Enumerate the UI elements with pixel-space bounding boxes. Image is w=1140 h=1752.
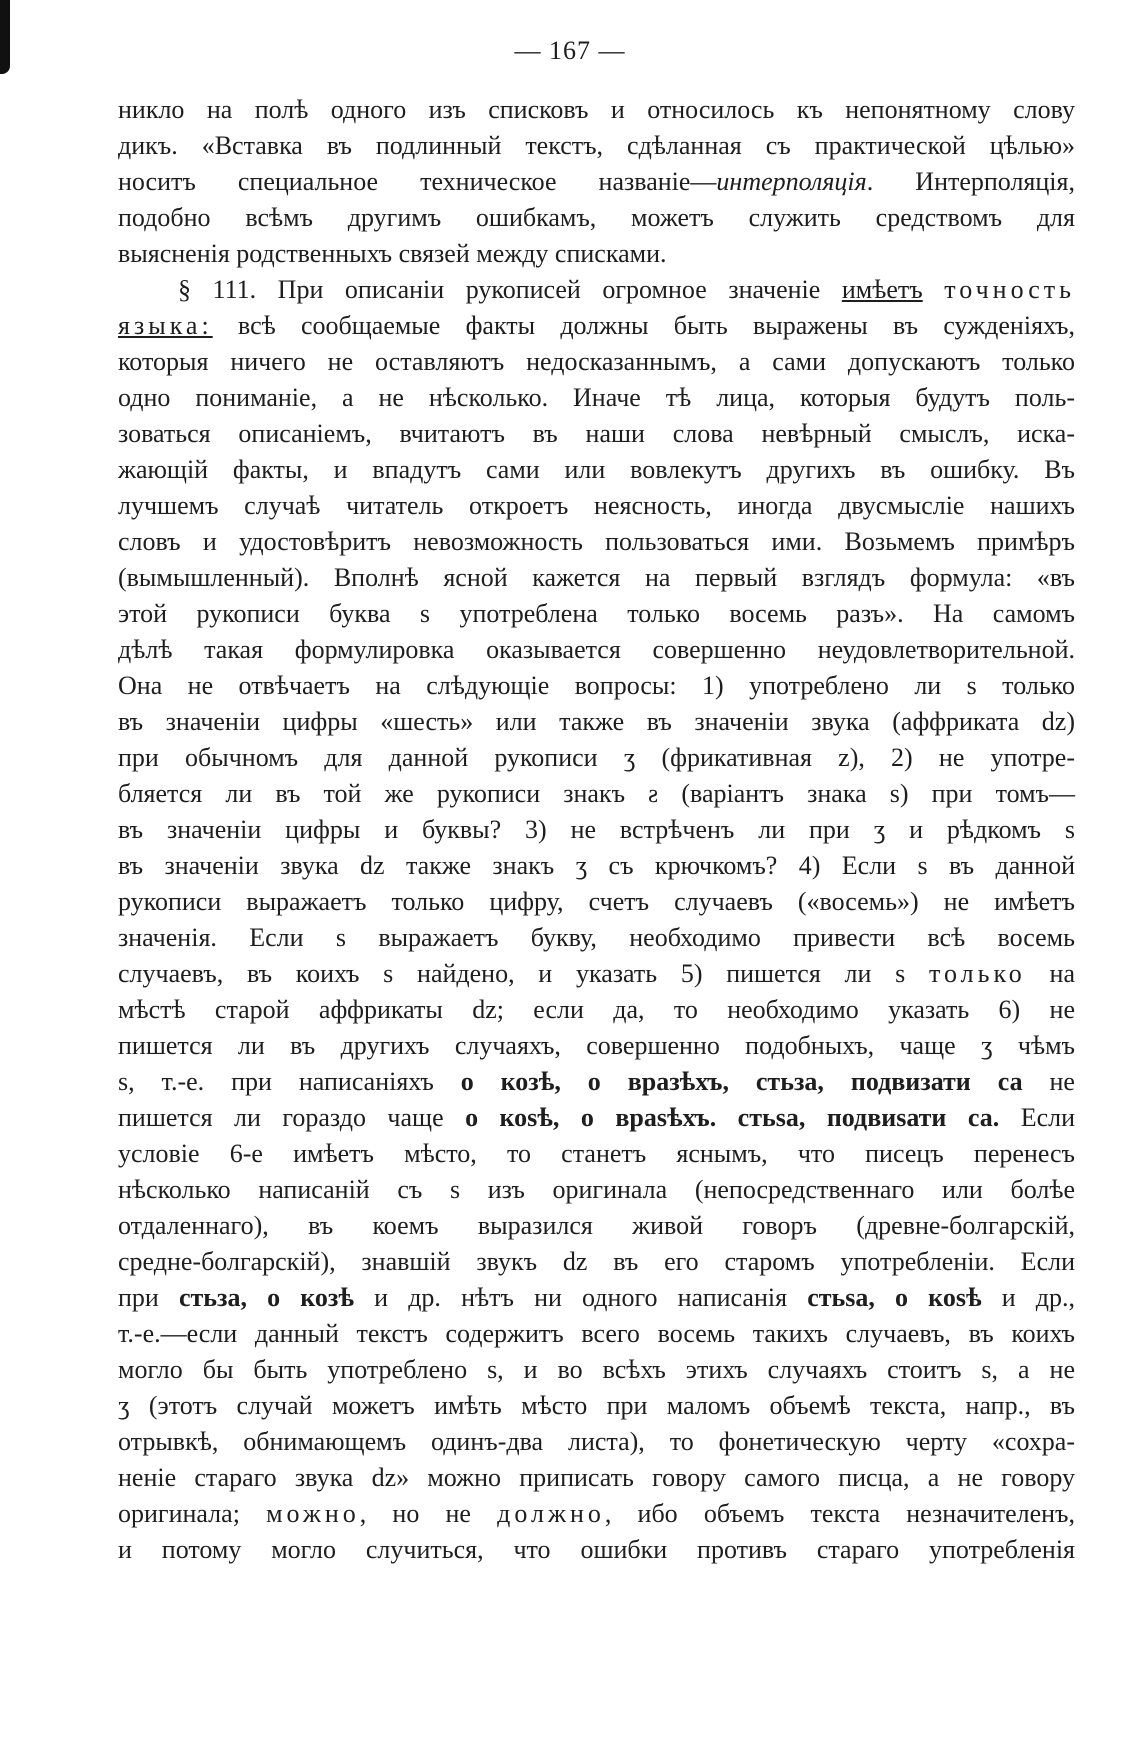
text-span: на [1025,959,1075,988]
text-span: нѣсколько написаній съ s изъ оригинала (непосредственнаго или болѣе [118,1175,1075,1204]
text-line [118,92,1075,128]
text-span: этой рукописи буква s употреблена только восемь разъ». На самомъ [118,599,1075,628]
text-line [118,1100,1075,1136]
text-span: въ значеніи цифры «шесть» или также въ значеніи звука (аффриката dz) [118,707,1075,736]
text-span: могло бы быть употреблено s, и во всѣхъ этихъ случаяхъ стоитъ s, а не [118,1355,1075,1384]
text-span: бляется ли въ той же рукописи знакъ ƨ (варіантъ знака s) при томъ— [118,779,1075,808]
text-span: словъ и удостовѣритъ невозможность пользоваться ими. Возьмемъ примѣръ [118,527,1075,556]
text-line [118,236,1075,272]
text-line [118,1532,1075,1568]
text-line [118,1460,1075,1496]
text-line [118,1244,1075,1280]
text-line [118,308,1075,344]
text-line [118,848,1075,884]
text-span: отрывкѣ, обнимающемъ одинъ-два листа), то фонетическую черту «сохра- [118,1427,1075,1456]
text-span: . Интерполяція, [866,167,1075,196]
text-span: лучшемъ случаѣ читатель откроетъ неясность, иногда двусмысліе нашихъ [118,491,1075,520]
text-line [118,776,1075,812]
text-line [118,956,1075,992]
text-line [118,560,1075,596]
text-span: § 111. При описаніи рукописей огромное значеніе [178,275,842,304]
text-span: дѣлѣ такая формулировка оказывается совершенно неудовлетворительной. [118,635,1075,664]
text-line [118,1496,1075,1532]
old-slavonic-example: о коѕѣ, о враѕѣхъ. стьѕа, подвиѕати са. [465,1103,1000,1132]
page-number: — 167 — [514,36,626,65]
text-span: дикъ. «Вставка въ подлинный текстъ, сдѣланная съ практической цѣлью» [118,131,1075,160]
text-span [923,275,945,304]
text-line [118,416,1075,452]
text-line [118,1172,1075,1208]
text-span: подобно всѣмъ другимъ ошибкамъ, можетъ служить средствомъ для [118,203,1075,232]
text-line [118,128,1075,164]
text-span: , ибо объемъ текста незначителенъ, [604,1499,1075,1528]
text-span: выясненія родственныхъ связей между списками. [118,239,667,268]
text-span: т.-е.—если данный текстъ содержитъ всего восемь такихъ случаевъ, въ коихъ [118,1319,1075,1348]
text-line [118,1424,1075,1460]
text-span: всѣ сообщаемые факты должны быть выражены въ сужденіяхъ, [212,311,1075,340]
text-span: и др., [981,1283,1075,1312]
text-span: и др. нѣтъ ни одного написанія [353,1283,808,1312]
text-span: , но не [359,1499,498,1528]
old-slavonic-example: стьѕа, о коѕѣ [807,1283,982,1312]
text-span: одно пониманіе, а не нѣсколько. Иначе тѣ лица, которыя будутъ поль- [118,383,1075,412]
paragraph-start-line [118,272,1075,308]
text-span: при [118,1283,179,1312]
spaced-emphasis: только [928,959,1026,988]
text-line [118,380,1075,416]
text-span: пишется ли гораздо чаще [118,1103,466,1132]
old-slavonic-example: о козѣ, о вразѣхъ, стьза, подвизати са [460,1067,1023,1096]
old-slavonic-example: стьза, о козѣ [178,1283,354,1312]
text-span: оригинала; [118,1499,267,1528]
spaced-emphasis: можно [266,1499,360,1528]
text-span: при обычномъ для данной рукописи ʒ (фрикативная z), 2) не употре- [118,743,1075,772]
text-line [118,992,1075,1028]
text-line [118,344,1075,380]
text-line [118,1208,1075,1244]
text-span: неніе стараго звука dz» можно приписать говору самого писца, а не говору [118,1463,1075,1492]
text-span: пишется ли въ другихъ случаяхъ, совершенно подобныхъ, чаще ʒ чѣмъ [118,1031,1075,1060]
text-line [118,632,1075,668]
text-span: и потому могло случиться, что ошибки противъ стараго употребленія [118,1535,1075,1564]
text-span: s, т.-е. при написаніяхъ [118,1067,461,1096]
text-span: носитъ специальное техническое названіе— [118,167,717,196]
text-span: которыя ничего не оставляютъ недосказаннымъ, а сами допускаютъ только [118,347,1075,376]
text-line [118,1388,1075,1424]
text-span: рукописи выражаетъ только цифру, счетъ случаевъ («восемь») не имѣетъ [118,887,1075,916]
text-line [118,452,1075,488]
text-line [118,920,1075,956]
text-line [118,740,1075,776]
text-span: значенія. Если s выражаетъ букву, необходимо привести всѣ восемь [118,923,1075,952]
text-line [118,668,1075,704]
text-span: (вымышленный). Вполнѣ ясной кажется на первый взглядъ формула: «въ [118,563,1075,592]
text-span: въ значеніи цифры и буквы? 3) не встрѣченъ ли при ʒ и рѣдкомъ s [118,815,1075,844]
spaced-emphasis: точность [944,275,1075,304]
text-span: мѣстѣ старой аффрикаты dz; если да, то необходимо указать 6) не [118,995,1075,1024]
text-line [118,596,1075,632]
text-line [118,704,1075,740]
text-span: Если [999,1103,1076,1132]
text-line [118,812,1075,848]
text-line [118,200,1075,236]
text-line [118,1316,1075,1352]
underlined-word: имѣетъ [841,275,923,304]
text-span: Она не отвѣчаетъ на слѣдующіе вопросы: 1) употреблено ли s только [118,671,1075,700]
text-span: ʒ (этотъ случай можетъ имѣть мѣсто при маломъ объемѣ текста, напр., въ [118,1391,1075,1420]
text-line [118,884,1075,920]
text-span: не [1022,1067,1075,1096]
spaced-emphasis: должно [497,1499,605,1528]
spaced-underlined-emphasis: языка: [118,311,213,340]
text-line [118,1280,1075,1316]
text-line [118,1064,1075,1100]
text-line [118,1136,1075,1172]
text-span: въ значеніи звука dz также знакъ ʒ съ крючкомъ? 4) Если s въ данной [118,851,1075,880]
text-span: жающій факты, и впадутъ сами или вовлекутъ другихъ въ ошибку. Въ [118,455,1075,484]
text-span: отдаленнаго), въ коемъ выразился живой говоръ (древне-болгарскій, [118,1211,1075,1240]
text-line [118,1352,1075,1388]
text-line [118,164,1075,200]
text-line [118,488,1075,524]
body-text [118,92,1075,1568]
text-span: средне-болгарскій), знавшій звукъ dz въ его старомъ употребленіи. Если [118,1247,1075,1276]
text-span: условіе 6-е имѣетъ мѣсто, то станетъ яснымъ, что писецъ перенесъ [118,1139,1075,1168]
text-line [118,1028,1075,1064]
text-span: зоваться описаніемъ, вчитаютъ въ наши слова невѣрный смыслъ, иска- [118,419,1075,448]
text-span: случаевъ, въ коихъ s найдено, и указать 5) пишется ли s [118,959,929,988]
text-span: никло на полѣ одного изъ списковъ и относилось къ непонятному слову [118,95,1075,124]
text-line [118,524,1075,560]
italic-term: интерполяція [716,167,867,196]
